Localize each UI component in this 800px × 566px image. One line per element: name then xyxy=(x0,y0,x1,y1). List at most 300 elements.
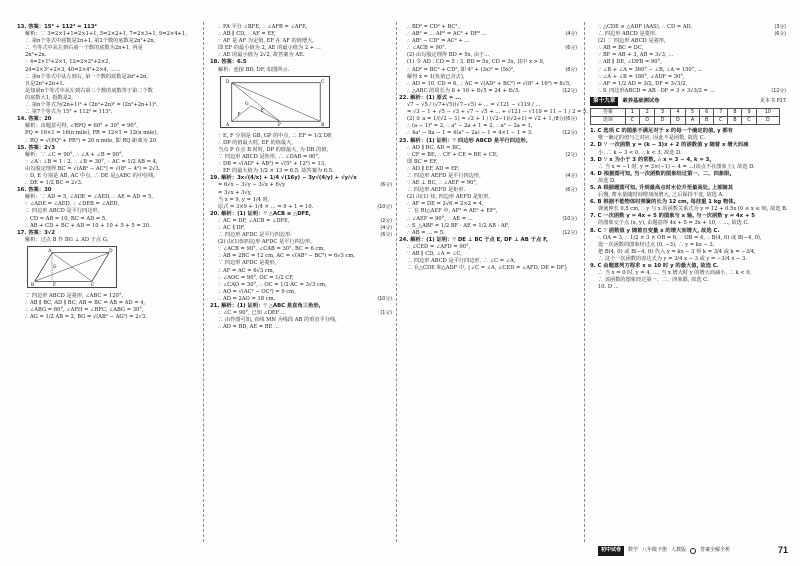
line-text: ∴ AB = 2BC = 12 cm, AC = √(AB² − BC²) = 6√3 cm, xyxy=(218,253,355,260)
line-text: ∵ ∠ACB = 90°, ∠CAB = 30°, BC = 6 cm, xyxy=(218,246,325,253)
answer-table-choice: 选项 xyxy=(591,117,626,125)
subject-label: 数学 xyxy=(628,547,639,554)
line-text: 解得 x = 1(负值已舍去), xyxy=(407,73,465,80)
line-text: (2) ① a = 1/(√2 − 1) = √2 + 1 / (√2−1)(√2+1) = √2 + 1, xyxy=(407,116,554,123)
svg-text:F: F xyxy=(52,282,56,288)
question-answer-heading xyxy=(17,230,198,237)
chapter-heading xyxy=(590,97,786,106)
question-answer-heading xyxy=(210,211,392,218)
line-text: 22. 解析：(1) 原式 = ... xyxy=(399,94,462,101)
solution-line xyxy=(17,223,198,230)
chapter-page-ref: 见本书 P27 xyxy=(760,97,786,104)
solution-line xyxy=(590,74,786,81)
line-text: ∴ EF 的最大值为 1/2 × 13 = 6.5, 故答案为 6.5. xyxy=(218,168,334,175)
line-text: ∴ AB ∥ BC, AD ∥ BC, AB = BC = AB = AD = 4, xyxy=(25,300,146,307)
svg-text:P: P xyxy=(277,122,281,128)
line-text: ∴ △ABC 的周长为 8 + 16 + 8√5 = 24 + 8√5. xyxy=(407,87,521,94)
score-marker: (6分) xyxy=(380,233,392,239)
line-text: 解析：连接 BD, DF, 如图所示. xyxy=(218,66,290,73)
score-marker: (4分) xyxy=(380,225,392,231)
answer-table-choice: B xyxy=(700,117,714,125)
line-text: ∴ AO = √(AC² − OC²) = 9 cm, xyxy=(218,288,296,295)
line-text: ∴ DB = √(AD² + AB²) = √(5² + 12²) = 13, xyxy=(218,161,326,168)
line-text: 8. C ∵ 函数值 y 随着自变量 x 的增大而增大, 故选 C. xyxy=(590,227,720,234)
chapter-title: 素养基础测试卷 xyxy=(622,97,660,104)
line-text: ∴ 四边形 AEFD 是矩形. xyxy=(407,187,466,194)
answer-table-question-number: 10 xyxy=(756,109,779,117)
solution-line xyxy=(399,265,577,272)
score-marker: (8分) xyxy=(553,117,566,123)
line-text: 3. D ∵ x 为小于 3 的常数, ∴ x = 3 − 4, k = 3, xyxy=(590,156,712,163)
solution-line xyxy=(17,300,198,307)
solution-line xyxy=(590,235,786,242)
solution-line xyxy=(17,194,198,201)
line-text: ∴ (a − 1)² = 2, ∴ a² − 2a + 1 = 2, ∴ a² − 2a = 1, xyxy=(407,123,533,130)
edition-label: 人教版 xyxy=(671,547,687,554)
solution-line xyxy=(210,147,392,154)
line-text: ∵ ∠A : ∠B = 1 : 2, ∴ ∠B = 30°, ∴ AC = 1/2 AB = 4, xyxy=(25,158,158,165)
solution-line xyxy=(17,45,198,52)
line-text: ∴ 当等式中从左到右第一个数的底数为2n+1, 再是 xyxy=(25,45,143,52)
line-text: ∴ AB = BC = DC, xyxy=(598,45,644,52)
solution-line xyxy=(399,145,577,152)
answer-table-question-number: 9 xyxy=(742,109,756,117)
solution-line xyxy=(399,173,577,180)
answer-column-2 xyxy=(210,24,392,539)
answer-column-1 xyxy=(17,24,198,539)
solution-line xyxy=(590,38,786,45)
score-marker: (6分) xyxy=(565,46,577,52)
line-text: (2) 由勾股定理得 BD = 5x, 由于... xyxy=(407,52,490,59)
line-text: PQ = 16×1 = 16(n mile), PR = 12×1 = 12(n mile), xyxy=(25,130,159,137)
svg-text:C: C xyxy=(321,79,325,85)
line-text: ∵ ∠ADE = ∠AED, ∴ ∠DEB = ∠AED, xyxy=(25,201,119,208)
solution-line xyxy=(17,208,198,215)
answer-table-question-number: 5 xyxy=(686,109,700,117)
line-text: ∴ AF = 1/2 AD = 3/2, DF = 3√3/2, xyxy=(598,80,688,87)
question-answer-heading xyxy=(590,171,786,178)
solution-line xyxy=(590,284,786,291)
solution-line xyxy=(590,81,786,88)
solution-line xyxy=(210,282,392,289)
line-text: ∴ BD² = CD² + BC², xyxy=(407,24,460,30)
line-text: 设一次函数的图象经过点 (0, −3), ∴ y = kx − 3, xyxy=(598,241,715,248)
line-text: ∴ 由作图可知, 直线 MN 为线段 AB 的垂直平分线, xyxy=(218,317,337,324)
line-text: 2. D ∵ 一次函数 y = (k − 3)x + 2 的函数值 y 随着 x 增大而减 xyxy=(590,142,749,149)
solution-line xyxy=(399,216,577,223)
line-text: 1. C 选项 C 的图象不满足对于 x 的每一个确定的值, y 都有 xyxy=(590,128,734,135)
grade-label: 八年级下册 xyxy=(642,547,668,554)
line-text: ∴ AG = 1/2 AB = 2, BG = √(AB² − AG²) = 2√3. xyxy=(25,314,147,321)
line-text: 且是2n²+2n+1. xyxy=(25,80,65,87)
line-text: 17. 答案：3√2 xyxy=(17,229,56,236)
column-divider xyxy=(396,22,397,542)
line-text: 5. A 根据题图可知, 升到最高点时水位升至最高处, 上部随其 xyxy=(590,184,734,191)
score-marker: (1分) xyxy=(380,311,392,317)
line-text: ∴ AD = BD, AE = BE ... xyxy=(218,324,279,331)
line-text: ∵ E, F 分别是 GB, GP 的中点, ∴ EF = 1/2 DP, xyxy=(218,132,333,139)
line-text: ∴ 第n个等式中底数是2n+1, 第2个数的底数是2n²+2n, xyxy=(25,38,156,45)
column-2b-lines xyxy=(210,133,392,332)
line-text: ∴ AC ∥ DF, xyxy=(218,224,245,231)
answer-table-question-number: 4 xyxy=(670,109,685,117)
solution-line xyxy=(210,140,392,147)
solution-line xyxy=(590,256,786,263)
line-text: ∴ AF = DE = 2√6 = 2×2 = 4, xyxy=(407,201,484,208)
line-text: ∵ BF = AB + 3, AB = 3√3, ... xyxy=(598,52,674,59)
line-text: ∴ ∠ACB = 90°. xyxy=(407,45,447,52)
line-text: 21. 解析：(1) 证明：∵ △ABC 是直角三角形, xyxy=(210,303,321,309)
line-text: ∴ 当 x = −1 时, y = 3×(−1) − 4 = ...(该点不在图象上), 故选 D. xyxy=(598,163,755,170)
line-text: ∴ 四边形 ABCD 是平行四边形, ∴ ∠C = ∠A, xyxy=(407,258,516,265)
solution-line xyxy=(399,230,577,237)
column-1-lines xyxy=(17,24,198,244)
line-text: ∴ 第n个等式为(2n+1)² + (2n²+2n)² = (2n²+2n+1)². xyxy=(25,102,158,109)
solution-line xyxy=(210,268,392,275)
line-text: 当点 P 在点 B 时时, DP 的值最大, 为 DB 的值, xyxy=(218,146,329,153)
line-text: 7. C 一次函数 y = 4x + 5 的图象与 x 轴, 与一次函数 y = 4x + 5 xyxy=(590,213,755,220)
line-text: ∴ 第n个等式中从左到右, 第一个数的底数是2n²+2n, xyxy=(25,73,149,80)
column-4-lines xyxy=(590,24,786,95)
solution-line xyxy=(17,159,198,166)
score-marker: (4分) xyxy=(565,32,577,38)
column-1b-lines xyxy=(17,293,198,321)
line-text: ∴ AD = 2AO = 18 cm. xyxy=(218,295,276,302)
line-text: ∵ ∠CAO = 30°, ∴ OC = 1/2 AC = 3√3 cm, xyxy=(218,281,327,288)
solution-line xyxy=(399,81,577,88)
answer-table-header-row xyxy=(591,109,780,117)
line-text: ∵ AF 是 AF 为定值, EF 在 AF 的值增大, xyxy=(218,38,314,45)
svg-text:B: B xyxy=(31,282,35,288)
solution-line xyxy=(210,225,392,232)
answer-table-choice: C xyxy=(714,117,728,125)
solution-line xyxy=(399,159,577,166)
line-text: ∴ AD² = BC² + CD², 即 4² + (3x)² = (5x)², xyxy=(407,66,515,73)
solution-line xyxy=(17,59,198,66)
solution-line xyxy=(17,314,198,321)
line-text: ∴ ∠A + ∠B = 180°, ∠ADF = 30°, xyxy=(598,73,685,80)
line-text: ∴ AB = ... = 5. xyxy=(407,229,445,236)
line-text: ∴ AB² = ... AF² = AC² + DF² ... xyxy=(407,31,487,38)
line-text: (1) 令 AD : CD = 5 : 3, BD = 5x, CD = 3x, 其中 x > 0, xyxy=(407,59,545,66)
answer-table-choice: C xyxy=(742,117,756,125)
solution-line xyxy=(399,208,577,215)
line-text: ∵ ∠B + ∠A = 360° − ∠B, ∠A = 150°, ... xyxy=(598,66,703,73)
line-text: 4. D 根据图可知, 当一次函数的图象经过第一、二、四象限, xyxy=(590,170,732,177)
solution-line xyxy=(210,324,392,331)
answer-table-question-number: 8 xyxy=(728,109,742,117)
answer-table-choice: D xyxy=(756,117,779,125)
solution-line xyxy=(210,317,392,324)
solution-line xyxy=(17,216,198,223)
line-text: ∴ 四边形 AFDC 是平行四边形. xyxy=(218,232,292,239)
svg-text:G: G xyxy=(245,101,249,107)
line-text: 唯一确定的值与之对应, 因此不是函数, 故选 C. xyxy=(598,135,706,142)
solution-line xyxy=(17,237,198,244)
line-text: 由勾股定理得 BC = √(AB² − AC²) = √(8² − 4²) = 2√3. xyxy=(25,165,161,172)
line-text: ∴ ∠AEF = 90°, ∴ AE = ... xyxy=(407,215,473,222)
line-text: 的图象交于点 (x, y), 由题意得 4x + 5 = 3x + 10, ∴ ..., 故选 C. xyxy=(598,220,749,227)
line-text: 10. D ... xyxy=(598,284,619,291)
svg-text:B: B xyxy=(321,122,325,128)
solution-line xyxy=(210,197,392,204)
column-divider xyxy=(584,22,585,542)
line-text: ∴ AD ∥ BC, AD = BC, xyxy=(407,144,462,151)
line-text: ∴ AB² − CD² = AC² + ... xyxy=(407,38,470,45)
line-text: ∵ 4=2×1²+2×1, 12=2×2²+2×2, xyxy=(25,59,111,66)
solution-line xyxy=(210,275,392,282)
solution-line xyxy=(590,59,786,66)
question-answer-heading xyxy=(399,95,577,102)
line-text: 当 x = 9, y = 1/4 时, xyxy=(218,196,270,203)
line-text: 即 BC = EF, xyxy=(407,158,438,165)
line-text: 解析：∵ ∠C = 90°, ∴ ∠A + ∠B = 90°, xyxy=(25,151,124,158)
question-answer-heading xyxy=(590,185,786,192)
solution-line xyxy=(399,223,577,230)
line-text: 6. B 根据不能物体时弹簧的长为 12 cm, 每挂重 1 kg 物体, xyxy=(590,199,736,206)
solution-line xyxy=(399,166,577,173)
line-text: 即 EF 的最小值为 2, AE 的最小值为 2 + ... xyxy=(218,45,321,52)
answer-table-question-number: 答案 xyxy=(591,109,626,117)
line-text: ∴ 四边形 ABCD 是平行四边形, xyxy=(25,208,100,215)
solution-line xyxy=(399,244,577,251)
solution-line xyxy=(210,289,392,296)
solution-line xyxy=(17,52,198,59)
score-marker: (6分) xyxy=(380,183,392,189)
svg-text:D: D xyxy=(109,248,113,254)
svg-text:D: D xyxy=(225,79,230,85)
question-answer-heading xyxy=(590,228,786,235)
line-text: ∴ AE 的最小值为 2√2, 故答案为 AE. xyxy=(218,52,305,59)
answer-table-choice: D xyxy=(639,117,654,125)
solution-line xyxy=(590,150,786,157)
solution-line xyxy=(399,74,577,81)
line-text: 19. 解析：3x√(4/x) + 1/4 √(16y) − 3y√(4/y) + √y/√x xyxy=(210,175,357,182)
column-divider xyxy=(203,22,204,542)
score-marker: (3分) xyxy=(774,25,786,30)
page-footer xyxy=(598,545,788,557)
line-text: ∵ CF = BE, ∴ CF + CE = BE + CE, xyxy=(407,151,499,158)
line-text: ∴ AF = AC = 6√3 cm, xyxy=(218,267,275,274)
chapter-badge: 第十九章 xyxy=(590,97,618,106)
solution-line xyxy=(17,130,198,137)
solution-line xyxy=(590,277,786,284)
solution-line xyxy=(210,260,392,267)
line-text: ∴ DE = 1/2 BC = 2√3. xyxy=(25,180,83,187)
line-text: 18. 答案：6.5 xyxy=(210,59,247,66)
line-text: ∴ OA = 3, ∴ 1/2 × 3 × OB = 6, ∴ OB = 4, ∴ B(4, 0) 或 B(−4, 0), xyxy=(598,234,762,241)
score-marker: (8分) xyxy=(565,67,577,73)
line-text: ∴ 四边形 AEFD 是平行四边形, xyxy=(407,172,481,179)
svg-text:E: E xyxy=(260,108,264,114)
line-text: ∵ AB ∥ DE, ∠DFB = 90°, xyxy=(598,59,662,66)
question-answer-heading xyxy=(399,138,577,145)
solution-line xyxy=(590,67,786,74)
solution-line xyxy=(399,59,577,66)
solution-line xyxy=(210,296,392,303)
score-marker: (6分) xyxy=(565,117,577,123)
answer-key-label: 答案全解全析 xyxy=(700,547,731,554)
answer-table-choice: C xyxy=(625,117,639,125)
solution-line xyxy=(399,152,577,159)
solution-line xyxy=(399,31,577,38)
line-text: 13. 答案：15² + 112² = 113² xyxy=(17,24,97,30)
solution-line xyxy=(210,182,392,189)
line-text: 2n²+2n. xyxy=(25,52,47,59)
score-marker: (12分) xyxy=(562,131,577,137)
line-text: ∵ 在 Rt△AEF 中, AF² = AE² + EF², xyxy=(407,208,498,215)
line-text: = 6√x − 3√y − 3√x + 6√y xyxy=(218,182,286,189)
line-text: ∴ 在△CDE 和△ADF 中, {∠C = ∠A, ∠CED = ∠AFD, DE = DF} xyxy=(407,265,568,272)
question-answer-heading xyxy=(399,237,577,244)
rhombus-figure xyxy=(27,246,117,288)
line-text: ∵ AB ∥ CD, ∠A = ∠C, xyxy=(407,251,462,257)
line-text: ∵ AE ⊥ BC, ∴ ∠AEF = 90°, xyxy=(407,180,478,187)
solution-line xyxy=(17,173,198,180)
line-text: (2) 由(1) 知, 四边形 AEFD 是矩形, xyxy=(407,194,491,201)
solution-line xyxy=(399,67,577,74)
line-text: 16. 答案：30 xyxy=(17,187,52,194)
line-text: ∴ AC = DF, ∠ACB = ∠DFE, xyxy=(218,217,290,224)
line-text: (2) 由(1)知四边形 AFDC 是平行四边形, xyxy=(218,239,312,246)
line-text: 把 B(4, 0) 或 B(−4, 0) 代入 y = kx − 3 得 k = 3/4 或 k = −3/4, xyxy=(598,248,756,255)
line-text: 解析：由题意可得, ∠RPQ = 60° + 30° = 90°, xyxy=(25,123,138,130)
line-text: ∵ 四边形 ABCD 是菱形, ∠ABC = 120°, xyxy=(25,293,124,299)
line-text: ∴ 这个一次函数的表达式为 y = 3/4 x − 3 或 y = −3/4 x − 3. xyxy=(598,255,747,262)
line-text: ∴ AB ∥ CD, ∴ AF = EF, xyxy=(218,31,276,38)
svg-text:G: G xyxy=(52,264,57,270)
solution-line xyxy=(590,242,786,249)
answer-table-question-number: 2 xyxy=(639,109,654,117)
line-text: ∴ ∠CED = ∠AFD = 90°, xyxy=(407,243,471,250)
solution-line xyxy=(17,166,198,173)
answer-table-choice: A xyxy=(686,117,700,125)
line-text: 24. 解析：(1) 证明：∵ DE ⊥ BC 于点 E, DF ⊥ AB 于点 F, xyxy=(399,236,548,243)
answer-table-question-number: 7 xyxy=(714,109,728,117)
solution-line xyxy=(399,130,577,137)
line-text: 故选 D. xyxy=(598,177,616,184)
line-text: 弹簧伸长 0.5 cm, ∴ y 与 x 的函数关系式为 y = 12 + 0.5x (0 ≤ x ≤ 9), 故选 B. xyxy=(598,206,788,213)
column-4b-lines xyxy=(590,128,786,291)
line-text: (2) ∵ 四边形 ABCD 是菱形, xyxy=(598,38,666,45)
solution-line xyxy=(17,74,198,81)
solution-line xyxy=(17,138,198,145)
line-text: 23. 解析：(1) 证明：∵ 四边形 ABCD 是平行四边形, xyxy=(399,137,528,144)
line-text: √7 − √5 / (√7+√5)(√7−√5) + ... = √121 − √119 / ... xyxy=(407,102,541,109)
column-3-lines xyxy=(399,24,588,272)
line-text: ∴ 该函数的图象经过第一、二、四象限, 故选 C. xyxy=(598,277,709,284)
rectangle-figure xyxy=(220,76,330,128)
line-text: ∴ FA 平分 ∠BFE, ∴ ∠AFB = ∠AFE, xyxy=(218,24,308,30)
line-text: ∵ 四边形 AFDC 是菱形, xyxy=(218,260,277,267)
line-text: 9. C 由题意列方程求 x ≥ 10 时 y 的最大值, 故选 C. xyxy=(590,263,719,269)
answer-table-choice: B xyxy=(728,117,742,125)
solution-line xyxy=(210,204,392,211)
line-text: ∴ ∠AOC = 90°, OC = 1/2 CF, xyxy=(218,274,294,281)
score-marker: (6分) xyxy=(565,188,577,194)
answer-table-question-number: 1 xyxy=(625,109,639,117)
answer-table-choice: D xyxy=(670,117,685,125)
solution-line xyxy=(210,67,392,74)
line-text: 解析：∵ AD = 5, ∠ADE = ∠AED, ∴ AE = AD = 5, xyxy=(25,194,154,201)
solution-line xyxy=(590,249,786,256)
line-text: 原式 = 3×9 + 1/4 × ... = 9 + 1 = 10. xyxy=(218,203,314,210)
score-marker: (12分) xyxy=(562,88,577,94)
svg-text:A: A xyxy=(225,122,230,128)
line-text: = √3 − 1 + √5 − √3 + √7 − √5 + ... + √121 − √119 = 11 − 1 / 2 = 5. xyxy=(407,109,588,116)
line-text: ∵ 四边形 ABCD 是矩形, ∴ ∠DAB = 90°, xyxy=(218,154,320,161)
solution-line xyxy=(17,88,198,95)
score-marker: (2分) xyxy=(565,152,577,158)
solution-line xyxy=(17,95,198,102)
line-text: ∵ D, E 分别是 AB, AC 中点, ∴ DE 是△ABC 的中位线, xyxy=(25,172,156,179)
line-text: 20. 解析：(1) 证明：∵ △ACB ≅ △DFE, xyxy=(210,210,311,217)
line-text: 14. 答案：20 xyxy=(17,116,52,123)
score-marker: (10分) xyxy=(377,296,392,302)
column-2-lines xyxy=(210,24,392,74)
answer-column-4 xyxy=(590,24,786,539)
question-answer-heading xyxy=(17,145,198,152)
question-answer-heading xyxy=(590,157,786,164)
line-text: ∴ CD = AB = 10, BC = AD = 5, xyxy=(25,215,107,222)
solution-line xyxy=(17,67,198,74)
solution-line xyxy=(210,218,392,225)
solution-line xyxy=(590,164,786,171)
line-text: 解析：∵ 3=2×1+1=2×1+1, 5=2×2+1, 7=2×3+1, 9=2×4+1, xyxy=(25,31,187,38)
line-text: 24=2×3²+2×3, 40=2×4²+2×4, …… xyxy=(25,66,121,73)
solution-line xyxy=(210,239,392,246)
score-marker: (12分) xyxy=(771,88,786,94)
line-text: ∴ ∠ABG = 60°, ∠AFH = ∠BFC, ∠ABG = 30°, xyxy=(25,307,144,314)
svg-text:F: F xyxy=(237,112,241,118)
question-answer-heading xyxy=(590,142,786,149)
line-text: 解析：过点 B 作 BG ⊥ AD 于点 G, xyxy=(25,236,109,243)
line-text: ∴ 第7个等式为 15² + 112² = 113². xyxy=(25,109,113,116)
answer-table-question-number: 3 xyxy=(655,109,670,117)
line-text: 小, ∴ k − 3 < 0, ∴ k < 3, 故选 D. xyxy=(598,149,682,156)
svg-text:A: A xyxy=(48,248,52,254)
answer-key-icon xyxy=(690,548,696,554)
svg-text:C: C xyxy=(91,282,95,288)
solution-line xyxy=(590,220,786,227)
score-marker: (10分) xyxy=(562,216,577,222)
score-marker: (6分) xyxy=(774,32,786,38)
line-text: ∴ △CDE ≅ △ADF (AAS), ∴ CD = AD, xyxy=(598,24,693,30)
solution-line xyxy=(590,88,786,95)
line-text: = 3√x + 3√y, xyxy=(218,189,252,196)
line-text: 15. 答案：2√3 xyxy=(17,144,56,151)
line-text: ∴ S_四边形ABCD = AB · DF = 3 × 3√3/2 = ... xyxy=(598,87,715,94)
score-marker: (12分) xyxy=(562,230,577,236)
answer-table-question-number: 6 xyxy=(700,109,714,117)
solution-line xyxy=(17,152,198,159)
line-text: ∴ 4a² − 8a − 1 = 4(a² − 2a) − 1 = 4×1 − 1 = 3. xyxy=(407,130,533,137)
line-text: ∴ RQ = √(PQ² + PR²) = 20 n mile, 即 RQ 距离为 20. xyxy=(25,137,158,144)
question-answer-heading xyxy=(210,59,392,66)
score-marker: (2分) xyxy=(380,218,392,224)
line-text: ∴ AB + CD + BC + AD = 10 + 10 + 5 + 5 = 30. xyxy=(25,222,151,229)
answer-column-3 xyxy=(399,24,588,539)
line-text: ∴ ∠C = 90°, 已知 ∠DEF ... xyxy=(218,310,286,317)
line-text: 的底数大1, 指数是2. xyxy=(25,94,73,101)
score-marker: (10分) xyxy=(377,204,392,210)
line-text: ∴ S_△ABF = 1/2 BF · AE = 1/2 AB · AF, xyxy=(407,222,510,229)
score-marker: (4分) xyxy=(565,173,577,179)
line-text: 后慢, 蓄水量随时间增加而增大, 之后保持不变, 故选 A. xyxy=(598,192,724,199)
answer-table-row xyxy=(591,117,780,125)
line-text: ∴ DP 的值最大时, EF 的值最大, xyxy=(218,139,293,146)
line-text: ∴ 当 x = 0 时, y = 4, ..., 当 x 增大时 y 的增大而减小, ∴ k < 0, xyxy=(598,270,752,277)
